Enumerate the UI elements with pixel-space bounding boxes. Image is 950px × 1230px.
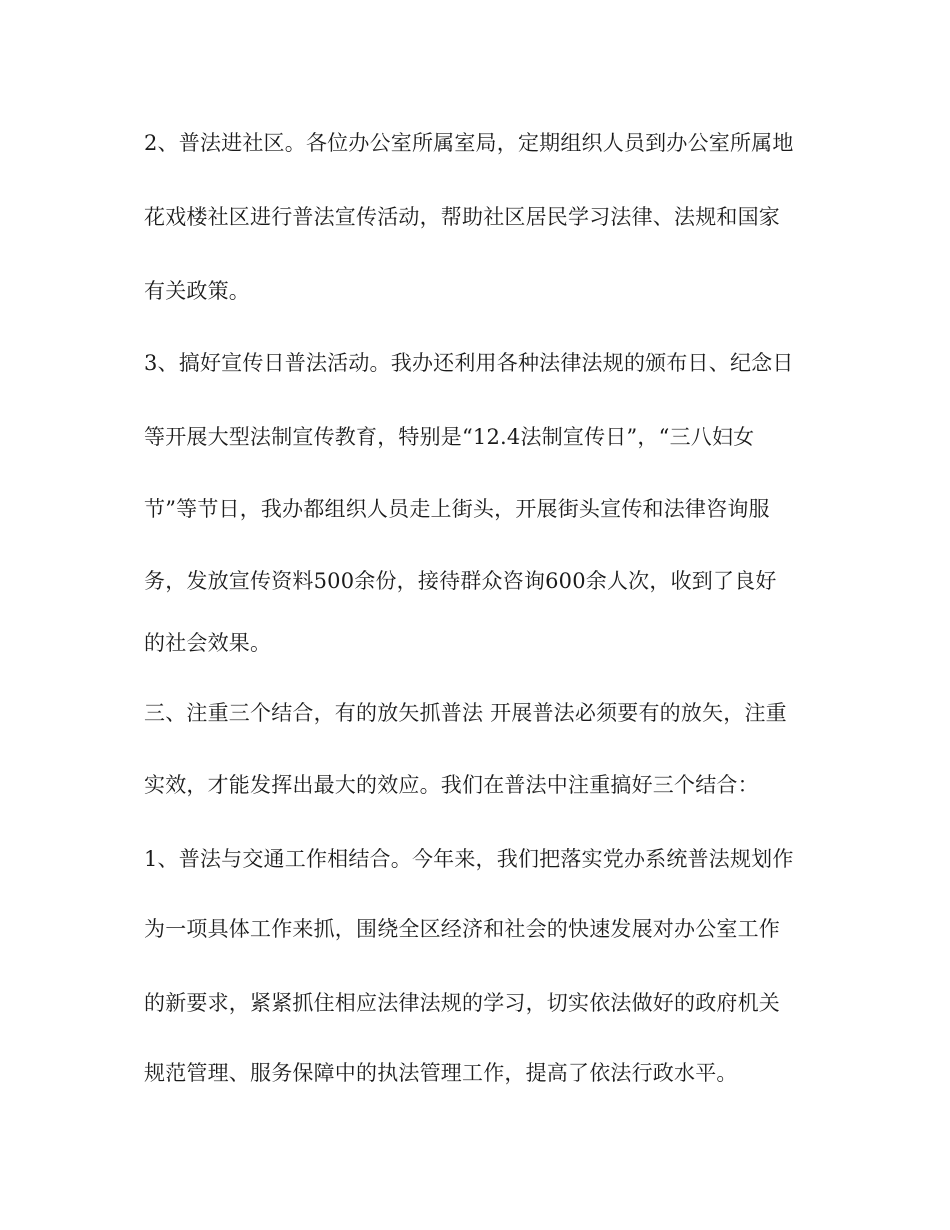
text-line: 花戏楼社区进行普法宣传活动，帮助社区居民学习法律、法规和国家 [144,205,780,229]
text-line: 的社会效果。 [144,631,272,655]
text-line: 有关政策。 [144,279,250,303]
text-line: 为一项具体工作来抓，围绕全区经济和社会的快速发展对办公室工作 [144,917,780,941]
text-line: 的新要求，紧紧抓住相应法律法规的学习，切实依法做好的政府机关 [144,991,780,1015]
text-line: 三、注重三个结合，有的放矢抓普法 开展普法必须要有的放矢，注重 [144,701,787,725]
text-line: 实效，才能发挥出最大的效应。我们在普法中注重搞好三个结合： [144,773,759,797]
text-line: 规范管理、服务保障中的执法管理工作，提高了依法行政水平。 [144,1061,738,1085]
text-line: 1、普法与交通工作相结合。今年来，我们把落实党办系统普法规划作 [144,847,794,871]
text-line: 2、普法进社区。各位办公室所属室局，定期组织人员到办公室所属地 [144,131,794,155]
text-line: 节”等节日，我办都组织人员走上街头，开展街头宣传和法律咨询服 [144,497,770,521]
text-line: 务，发放宣传资料500余份，接待群众咨询600余人次，收到了良好 [144,569,777,593]
text-line: 3、搞好宣传日普法活动。我办还利用各种法律法规的颁布日、纪念日 [144,351,794,375]
text-line: 等开展大型法制宣传教育，特别是“12.4法制宣传日”，“三八妇女 [144,425,755,449]
